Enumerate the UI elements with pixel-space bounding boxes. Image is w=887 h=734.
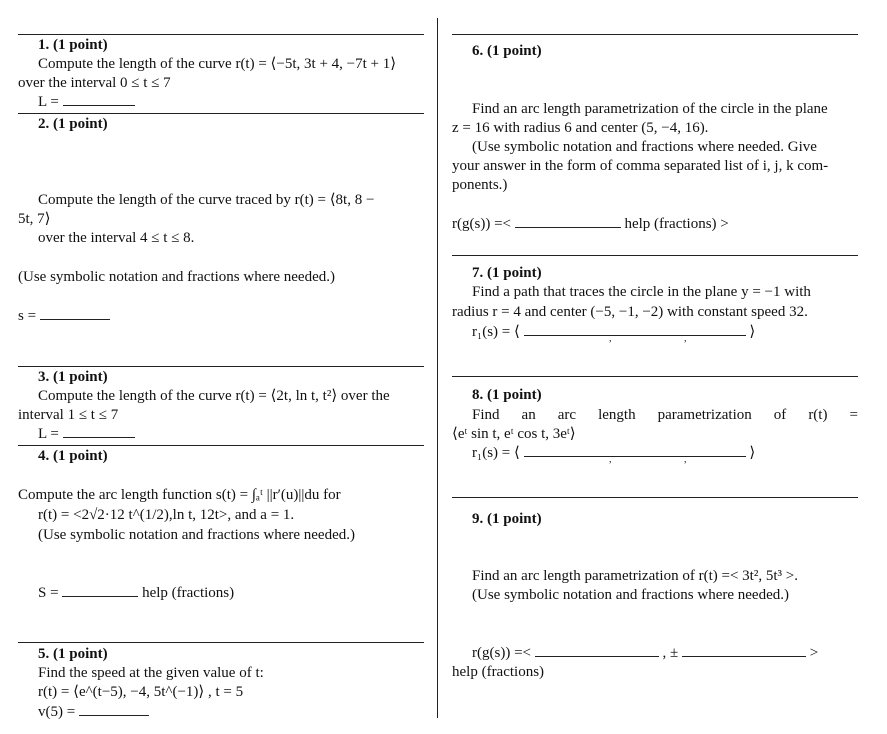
problem-6-answer xyxy=(452,215,729,234)
answer-label: L = xyxy=(38,94,59,110)
problem-5-answer xyxy=(38,703,149,722)
answer-label: s = xyxy=(18,308,37,324)
problem-3-interval: interval 1 ≤ t ≤ 7 xyxy=(18,407,119,423)
problem-7-title: 7. (1 point) xyxy=(472,265,542,281)
problem-9-note: (Use symbolic notation and fractions where needed.) xyxy=(472,587,789,603)
problem-9-text: Find an arc length parametrization of r(t) =< 3t², 5t³ >. xyxy=(472,568,798,584)
component-separator: , xyxy=(684,333,687,344)
problem-4-answer xyxy=(38,584,234,603)
problem-5-function: r(t) = ⟨e^(t−5), −4, 5t^(−1)⟩ , t = 5 xyxy=(38,684,244,700)
problem-2-title: 2. (1 point) xyxy=(38,116,108,132)
problem-1-answer xyxy=(38,93,135,112)
answer-input-2[interactable] xyxy=(682,644,806,657)
divider xyxy=(18,113,424,114)
problem-6-text-cont: z = 16 with radius 6 and center (5, −4, 16). xyxy=(452,120,709,136)
component-separator: , xyxy=(609,454,612,465)
divider xyxy=(18,445,424,446)
answer-label: v(5) = xyxy=(38,704,76,720)
component-separator: , xyxy=(609,333,612,344)
problem-3-text: Compute the length of the curve r(t) = ⟨2t, ln t, t²⟩ over the xyxy=(38,388,390,404)
divider xyxy=(452,255,858,256)
answer-input[interactable] xyxy=(40,307,110,320)
problem-1-title: 1. (1 point) xyxy=(38,37,108,53)
answer-input[interactable] xyxy=(63,425,135,438)
problem-4-function: r(t) = <2√2·12 t^(1/2),ln t, 12t>, and a = 1. xyxy=(38,507,295,523)
problem-6-title: 6. (1 point) xyxy=(472,43,542,59)
problem-5-title: 5. (1 point) xyxy=(38,646,108,662)
problem-1-interval: over the interval 0 ≤ t ≤ 7 xyxy=(18,75,171,91)
problem-7-text-cont: radius r = 4 and center (−5, −1, −2) with constant speed 32. xyxy=(452,304,808,320)
divider xyxy=(18,366,424,367)
component-separator: , xyxy=(684,454,687,465)
answer-label: r₁(s) = ⟨ xyxy=(472,324,520,340)
answer-label: S = xyxy=(38,585,59,601)
help-link[interactable]: help (fractions) > xyxy=(624,216,729,232)
problem-3-title: 3. (1 point) xyxy=(38,369,108,385)
answer-separator: , ± xyxy=(662,645,679,661)
answer-label: r₁(s) = ⟨ xyxy=(472,445,520,461)
problem-4-text: Compute the arc length function s(t) = ∫ₐᵗ ||r′(u)||du for xyxy=(18,487,341,503)
answer-close: ⟩ xyxy=(749,324,756,340)
problem-9-answer xyxy=(472,644,818,663)
problem-2-answer xyxy=(18,307,110,326)
answer-input[interactable] xyxy=(515,215,621,228)
problem-8-title: 8. (1 point) xyxy=(472,387,542,403)
answer-label: r(g(s)) =< xyxy=(452,216,511,232)
problem-6-note: (Use symbolic notation and fractions where needed. Give xyxy=(472,139,817,155)
help-link[interactable]: help (fractions) xyxy=(142,585,235,601)
column-divider xyxy=(437,18,438,718)
problem-2-text: Compute the length of the curve traced by r(t) = ⟨8t, 8 − xyxy=(38,192,375,208)
problem-5-text: Find the speed at the given value of t: xyxy=(38,665,264,681)
answer-input[interactable] xyxy=(62,584,138,597)
divider xyxy=(452,376,858,377)
answer-label: r(g(s)) =< xyxy=(472,645,531,661)
problem-2-text-cont: 5t, 7⟩ xyxy=(18,211,51,227)
problem-8-text: Find an arc length parametrization of r(t) = xyxy=(472,407,858,423)
answer-label: L = xyxy=(38,426,59,442)
problem-7-answer xyxy=(472,323,755,342)
divider xyxy=(18,34,424,35)
problem-8-function: ⟨eᵗ sin t, eᵗ cos t, 3eᵗ⟩ xyxy=(452,426,576,442)
problem-1-text: Compute the length of the curve r(t) = ⟨−5t, 3t + 4, −7t + 1⟩ xyxy=(38,56,397,72)
problem-2-note: (Use symbolic notation and fractions where needed.) xyxy=(18,269,335,285)
problem-6-note-end: ponents.) xyxy=(452,177,508,193)
problem-9-title: 9. (1 point) xyxy=(472,511,542,527)
problem-6-note-cont: your answer in the form of comma separated list of i, j, k com- xyxy=(452,158,829,174)
divider xyxy=(452,34,858,35)
problem-4-title: 4. (1 point) xyxy=(38,448,108,464)
problem-2-interval: over the interval 4 ≤ t ≤ 8. xyxy=(38,230,195,246)
problem-6-text: Find an arc length parametrization of the circle in the plane xyxy=(472,101,828,117)
problem-3-answer xyxy=(38,425,135,444)
answer-close: > xyxy=(809,645,819,661)
answer-input[interactable] xyxy=(63,93,135,106)
answer-input[interactable] xyxy=(79,703,149,716)
problem-7-text: Find a path that traces the circle in the plane y = −1 with xyxy=(472,284,811,300)
answer-input[interactable] xyxy=(524,444,746,457)
divider xyxy=(452,497,858,498)
answer-close: ⟩ xyxy=(749,445,756,461)
divider xyxy=(18,642,424,643)
answer-input[interactable] xyxy=(524,323,746,336)
problem-8-answer xyxy=(472,444,755,463)
help-link[interactable]: help (fractions) xyxy=(452,664,545,680)
answer-input-1[interactable] xyxy=(535,644,659,657)
problem-4-note: (Use symbolic notation and fractions where needed.) xyxy=(38,527,355,543)
